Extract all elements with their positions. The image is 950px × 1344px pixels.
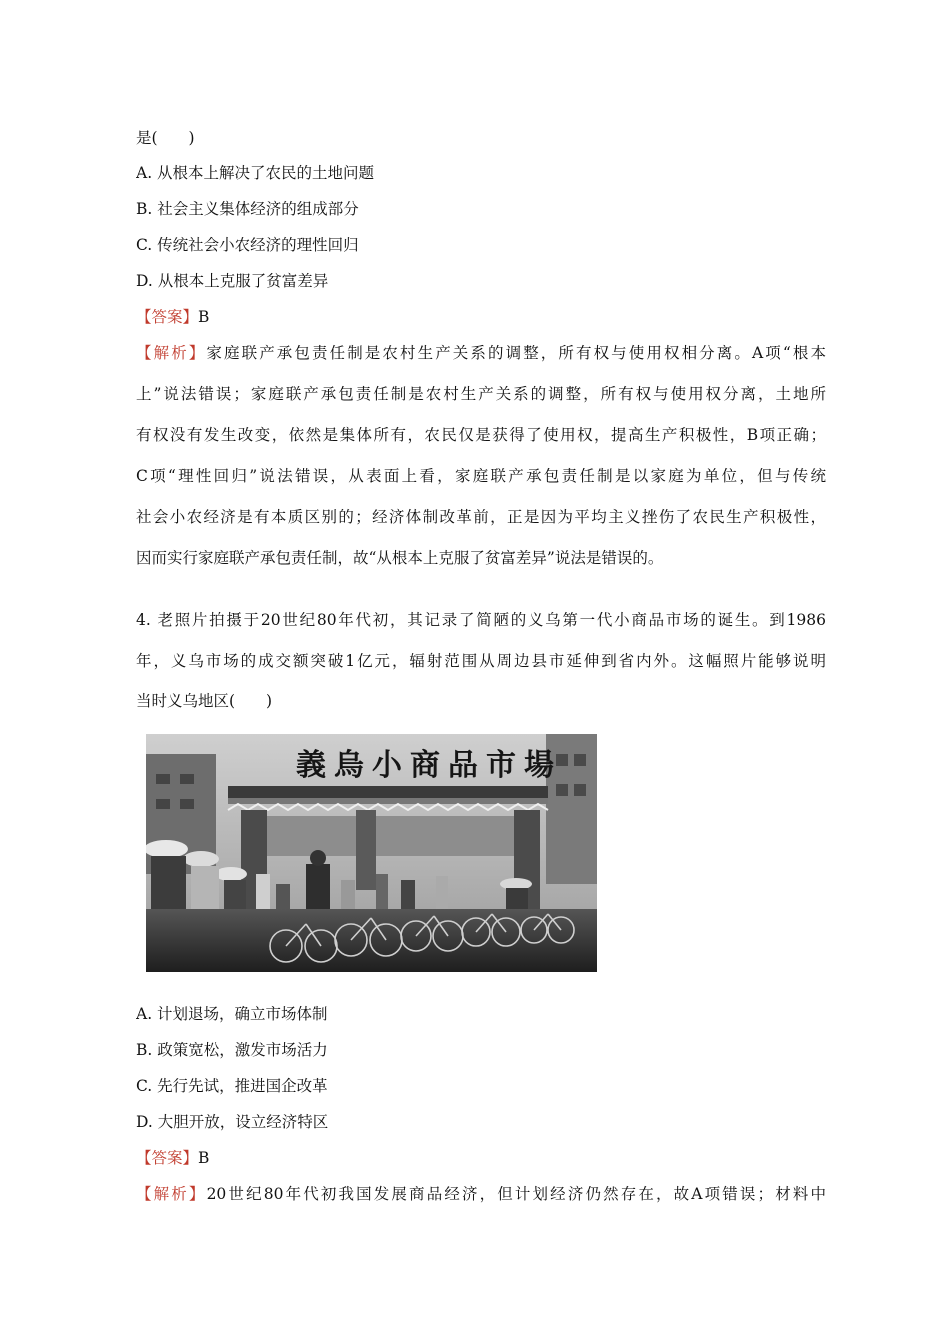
q3-analysis-tag: 【解析】	[136, 344, 207, 362]
market-sign-text: 義烏小商品市場	[296, 748, 562, 783]
q3-analysis-line-6: 因而实行家庭联产承包责任制，故“从根本上克服了贫富差异”说法是错误的。	[136, 549, 664, 567]
q3-stem-tail: 是( )	[136, 129, 195, 147]
q4-answer-tag: 【答案】	[136, 1149, 199, 1167]
q4-option-d: D. 大胆开放，设立经济特区	[136, 1113, 329, 1131]
q4-analysis-text-1: 20世纪80年代初我国发展商品经济，但计划经济仍然存在，故A项错误；材料中	[206, 1185, 826, 1203]
q4-answer-value: B	[198, 1149, 210, 1167]
q3-analysis-line-5: 社会小农经济是有本质区别的；经济体制改革前，正是因为平均主义挫伤了农民生产积极性，	[136, 508, 826, 526]
q4-stem-line-1: 4. 老照片拍摄于20世纪80年代初，其记录了简陋的义乌第一代小商品市场的诞生。到1986	[136, 611, 826, 629]
q3-answer	[136, 306, 826, 328]
q3-analysis-line-4: C项“理性回归”说法错误，从表面上看，家庭联产承包责任制是以家庭为单位，但与传统	[136, 467, 826, 485]
q4-stem-line-3: 当时义乌地区( )	[136, 692, 273, 710]
q3-option-b: B. 社会主义集体经济的组成部分	[136, 200, 359, 218]
q3-analysis-line-2: 上”说法错误；家庭联产承包责任制是农村生产关系的调整，所有权与使用权分离，土地所	[136, 385, 826, 403]
q3-option-c: C. 传统社会小农经济的理性回归	[136, 236, 359, 254]
q4-stem-line-2: 年，义乌市场的成交额突破1亿元，辐射范围从周边县市延伸到省内外。这幅照片能够说明	[136, 652, 826, 670]
q3-analysis-line-3: 有权没有发生改变，依然是集体所有，农民仅是获得了使用权，提高生产积极性，B项正确；	[136, 426, 826, 444]
q3-answer-tag: 【答案】	[136, 308, 199, 326]
q3-analysis-text-1: 家庭联产承包责任制是农村生产关系的调整，所有权与使用权相分离。A项“根本	[206, 344, 826, 362]
q4-option-c: C. 先行先试，推进国企改革	[136, 1077, 328, 1095]
q3-answer-value: B	[198, 308, 210, 326]
q4-analysis-tag: 【解析】	[136, 1185, 207, 1203]
q4-option-a: A. 计划退场，确立市场体制	[136, 1005, 328, 1023]
q4-analysis-line-1	[136, 1183, 826, 1205]
q4-option-b: B. 政策宽松，激发市场活力	[136, 1041, 328, 1059]
market-photo	[146, 734, 597, 972]
q3-option-d: D. 从根本上克服了贫富差异	[136, 272, 329, 290]
q3-option-a: A. 从根本上解决了农民的土地问题	[136, 164, 375, 182]
q4-answer	[136, 1147, 826, 1169]
q3-analysis-line-1	[136, 342, 826, 364]
